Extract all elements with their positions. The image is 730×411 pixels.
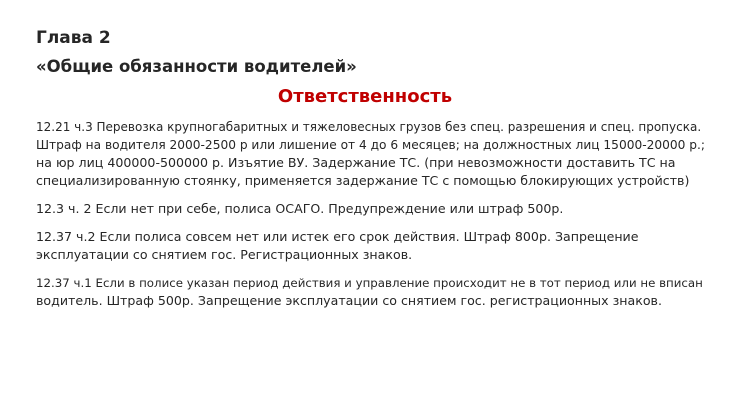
section-heading: Ответственность [277,86,453,107]
paragraph-line: 12.37 ч.2 Если полиса совсем нет или истек его срок действия. Штраф 800р. Запрещение [36,229,639,244]
paragraph-line: 12.3 ч. 2 Если нет при себе, полиса ОСАГО. Предупреждение или штраф 500р. [36,201,564,216]
chapter-subtitle: «Общие обязанности водителей» [36,57,357,76]
content-body [36,118,706,310]
paragraph-12-37-part2 [36,228,706,264]
paragraph-line: специализированную стоянку, применяется задержание ТС с помощью блокирующих устройств) [36,173,690,188]
chapter-title: Глава 2 [36,28,111,48]
paragraph-12-3 [36,200,706,218]
paragraph-line: 12.21 ч.3 Перевозка крупногабаритных и тяжеловесных грузов без спец. разрешения и спец. пропуска. [36,120,702,134]
paragraph-12-21 [36,118,706,190]
paragraph-line: эксплуатации со снятием гос. Регистрационных знаков. [36,247,413,262]
paragraph-line: 12.37 ч.1 Если в полисе указан период действия и управление происходит не в тот период или не вписан [36,276,703,290]
paragraph-line: Штраф на водителя 2000-2500 р или лишение от 4 до 6 месяцев; на должностных лиц 15000-20000 р.; [36,138,705,152]
paragraph-line: водитель. Штраф 500р. Запрещение эксплуатации со снятием гос. регистрационных знаков. [36,293,662,308]
paragraph-12-37-part1 [36,274,706,310]
paragraph-line: на юр лиц 400000-500000 р. Изъятие ВУ. Задержание ТС. (при невозможности доставить ТС на [36,155,676,170]
